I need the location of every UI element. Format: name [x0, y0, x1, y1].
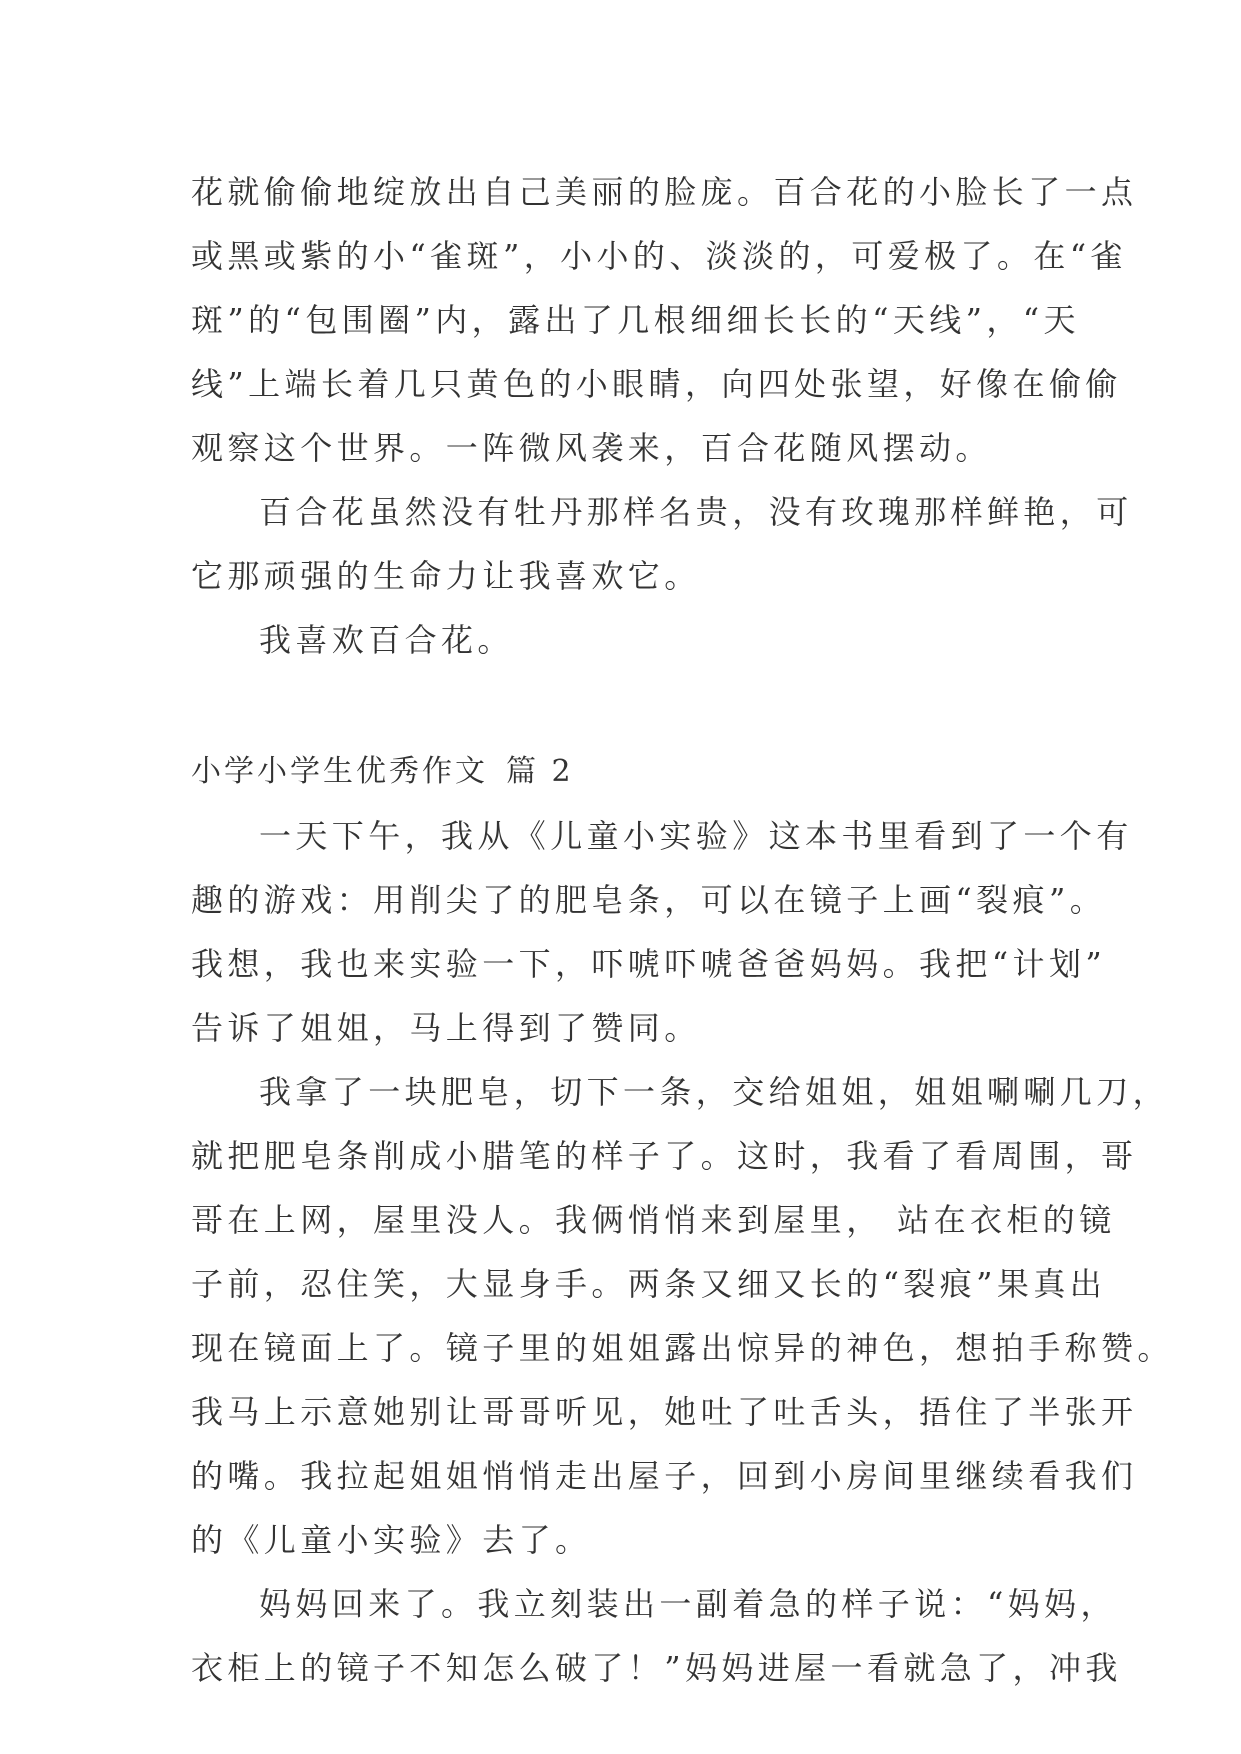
- text-line: 我想，我也来实验一下，吓唬吓唬爸爸妈妈。我把“计划”: [191, 945, 1107, 983]
- heading-title: 小学小学生优秀作文: [191, 754, 488, 789]
- text-line: 的《儿童小实验》去了。: [191, 1521, 592, 1559]
- text-line: 花就偷偷地绽放出自己美丽的脸庞。百合花的小脸长了一点: [191, 173, 1138, 211]
- text-line: 一天下午，我从《儿童小实验》这本书里看到了一个有: [259, 817, 1133, 855]
- text-line: 的嘴。我拉起姐姐悄悄走出屋子，回到小房间里继续看我们: [191, 1457, 1138, 1495]
- text-line: 线”上端长着几只黄色的小眼睛，向四处张望，好像在偷偷: [191, 365, 1122, 403]
- text-line: 告诉了姐姐，马上得到了赞同。: [191, 1009, 701, 1047]
- paragraph: [191, 1572, 1122, 1700]
- text-line: 趣的游戏：用削尖了的肥皂条，可以在镜子上画“裂痕”。: [191, 881, 1107, 919]
- text-line: 它那顽强的生命力让我喜欢它。: [191, 557, 701, 595]
- paragraph: [191, 608, 1061, 672]
- text-line: 现在镜面上了。镜子里的姐姐露出惊异的神色，想拍手称赞。: [191, 1329, 1174, 1367]
- text-line: 百合花虽然没有牡丹那样名贵，没有玫瑰那样鲜艳，可: [259, 493, 1133, 531]
- text-line: 我喜欢百合花。: [259, 621, 514, 659]
- heading-number: 篇 2: [506, 754, 574, 789]
- document-body: [191, 160, 1174, 1700]
- text-line: 我马上示意她别让哥哥听见，她吐了吐舌头，捂住了半张开: [191, 1393, 1138, 1431]
- text-line: 斑”的“包围圈”内，露出了几根细细长长的“天线”，“天: [191, 301, 1080, 339]
- paragraph: [191, 1060, 1174, 1572]
- paragraph: [191, 480, 1133, 608]
- paragraph-continuation: [191, 160, 1138, 480]
- text-line: 子前，忍住笑，大显身手。两条又细又长的“裂痕”果真出: [191, 1265, 1107, 1303]
- text-line: 就把肥皂条削成小腊笔的样子了。这时，我看了看周围，哥: [191, 1137, 1138, 1175]
- section-gap: [191, 672, 1061, 740]
- text-line: 哥在上网，屋里没人。我俩悄悄来到屋里， 站在衣柜的镜: [191, 1201, 1116, 1239]
- section-heading: [191, 740, 1061, 804]
- text-line: 衣柜上的镜子不知怎么破了！”妈妈进屋一看就急了，冲我: [191, 1649, 1122, 1687]
- text-line: 我拿了一块肥皂，切下一条，交给姐姐，姐姐唰唰几刀，: [259, 1073, 1170, 1111]
- text-line: 观察这个世界。一阵微风袭来，百合花随风摆动。: [191, 429, 992, 467]
- text-line: 妈妈回来了。我立刻装出一副着急的样子说：“妈妈，: [259, 1585, 1117, 1623]
- paragraph: [191, 804, 1133, 1060]
- text-line: 或黑或紫的小“雀斑”，小小的、淡淡的，可爱极了。在“雀: [191, 237, 1127, 275]
